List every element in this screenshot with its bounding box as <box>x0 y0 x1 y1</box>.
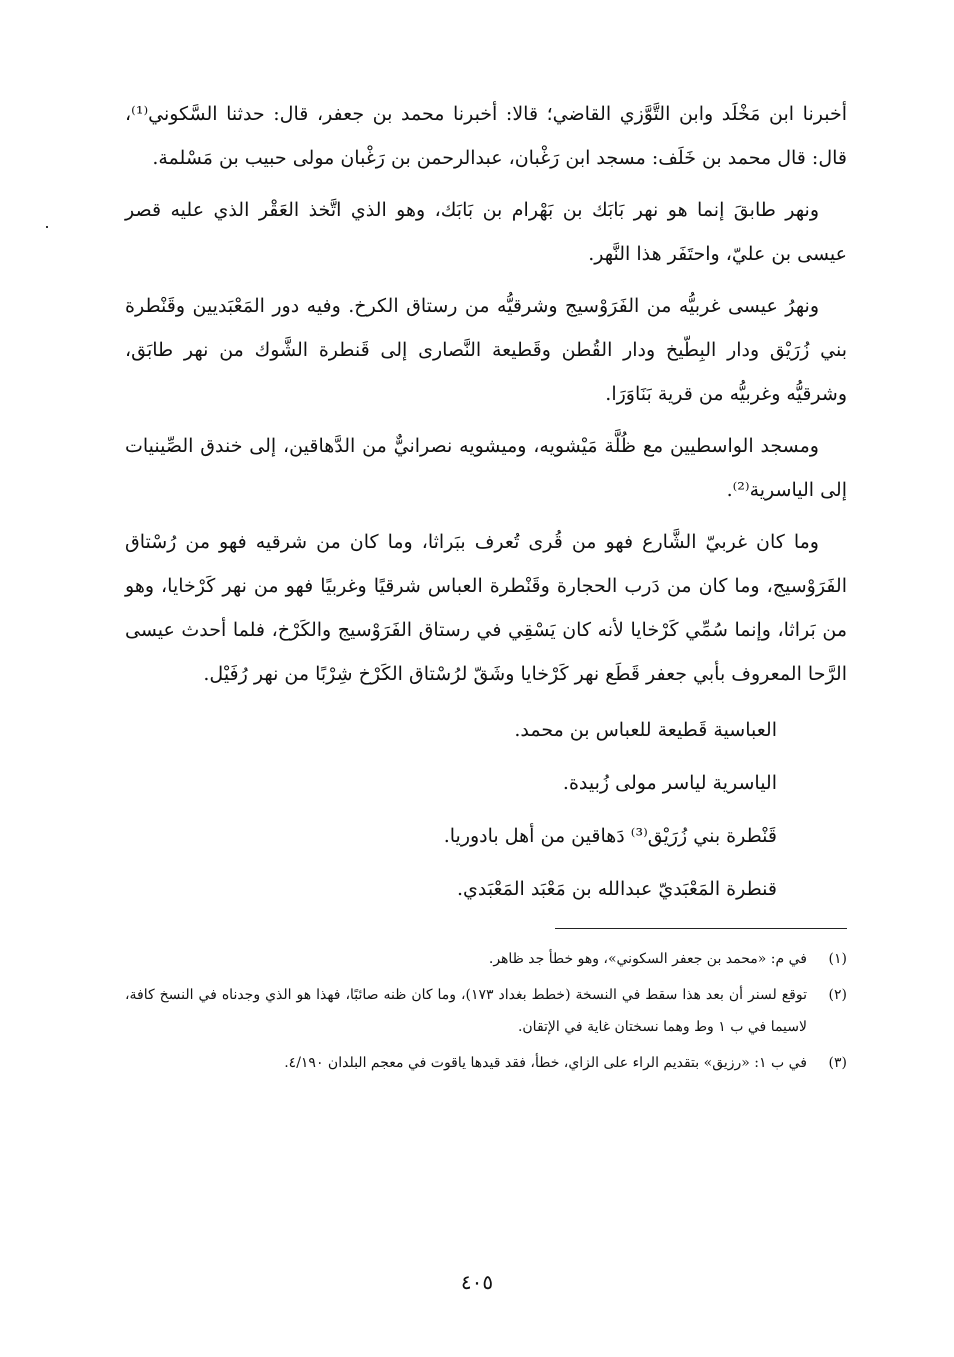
paragraph-1: أخبرنا ابن مَخْلَد وابن التَّوَّزي القاضي؛ قالا: أخبرنا محمد بن جعفر، قال: حدثنا السَّكوني⁽¹⁾، قال: قال محمد بن خَلَف: مسجد ابن رَغْبان، عبدالرحمن بن رَغْبان مولى حبيب بن مَسْلمة. <box>125 103 847 169</box>
footnote-number: (١) <box>828 951 847 967</box>
list-item: العباسية قَطيعة للعباس بن محمد. <box>514 719 777 741</box>
paragraph-4: ومسجد الواسطيين مع ظُلَّة مَيْشويه، وميشويه نصرانيٌّ من الدَّهاقين، إلى خندق الصِّينيات إلى الياسرية⁽²⁾. <box>125 435 847 501</box>
footnote-text: توقع لسنر أن بعد هذا سقط في النسخة (خطط بغداد ١٧٣)، وما كان ظنه صائبًا، فهذا هو الذي وجدناه في النسخ كافة، لاسيما في ب ١ وط وهما نسختان غاية في الإتقان. <box>125 987 807 1035</box>
footnote-2 <box>125 979 847 1043</box>
page-number: ٤٠٥ <box>460 1270 494 1294</box>
footnote-divider <box>555 928 847 929</box>
footnote-1 <box>125 943 847 975</box>
list-item: قنطرة المَعْبَديّ عبدالله بن مَعْبَد المَعْبَدي. <box>456 878 777 900</box>
definition-list <box>125 704 777 916</box>
footnote-text: في م: «محمد بن جعفر السكوني»، وهو خطأ جد ظاهر. <box>488 951 807 967</box>
footnote-number: (٢) <box>828 987 847 1003</box>
footnotes <box>125 943 847 1079</box>
list-item: قَنْطرة بني زُرَيْق⁽³⁾ دَهاقين من أهل بادوريا. <box>443 825 777 847</box>
footnote-3 <box>125 1047 847 1079</box>
paragraph-2: ونهر طابقَ إنما هو نهر بَابَك بن بَهْرام بن بَابَك، وهو الذي اتَّخذ العَقْر الذي عليه قصر عيسى بن عليّ، واحتَفَر هذا النَّهر. <box>125 199 847 265</box>
list-item: الياسرية لياسر مولى زُبيدة. <box>562 772 777 794</box>
page-content <box>125 92 847 1083</box>
paragraph-5: وما كان غربيّ الشَّارع فهو من قُرى تُعرف ببَراثا، وما كان من شرقيه فهو من رُسْتاق الفَرَوْسيج، وما كان من دَرب الحجارة وقَنْطرة العباس شرقيًا وغربيًا فهو من نهر كَرْخايا، وهو من بَراثا، وإنما سُمِّي كَرْخايا لأنه كان يَسْقِي في رستاق الفَرَوْسيج والكَرْخ، فلما أحدث عيسى الرَّحا المعروف بأبي جعفر قَطَع نهر كَرْخايا وشَقّ لرُسْتاق الكَرْخ شِرْبًا من نهر رُفَيْل. <box>125 531 847 685</box>
margin-dot <box>46 226 48 228</box>
footnote-text: في ب ١: «رزيق» بتقديم الراء على الزاي، خطأ، فقد قيدها ياقوت في معجم البلدان ٤/١٩٠. <box>284 1055 807 1071</box>
paragraph-3: ونهرُ عيسى غربيُّه من الفَرَوْسيج وشرقيُّه من رستاق الكرخ. وفيه دور المَعْبَديين وقَنْطرة بني زُرَيْق ودار البِطّيخ ودار القُطن وقَطيعة النَّصارى إلى قَنطرة الشَّوك من نهر طابَق، وشرقيُّه وغربيُّه من قرية بَنَاوَرَا. <box>125 295 847 405</box>
footnote-number: (٣) <box>828 1055 847 1071</box>
